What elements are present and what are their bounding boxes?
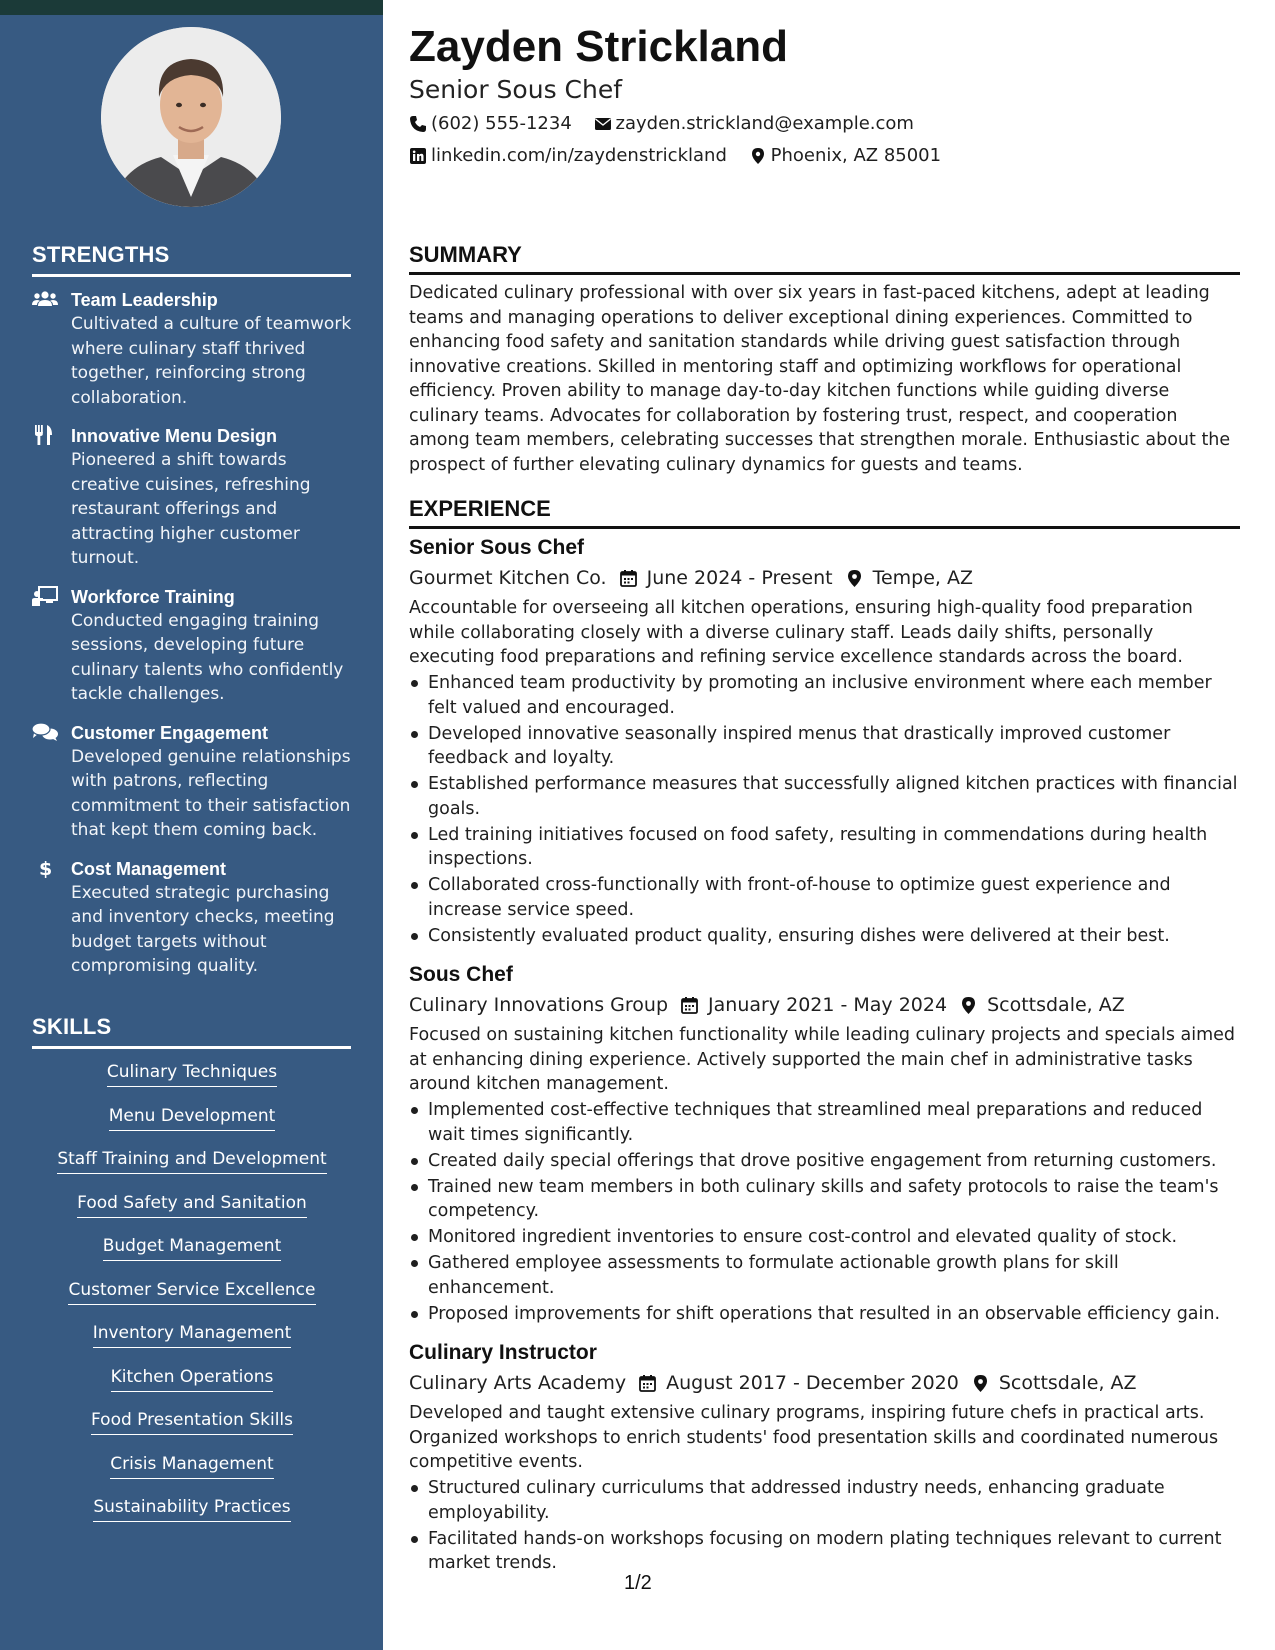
strength-item xyxy=(32,585,352,707)
job-company: Gourmet Kitchen Co. xyxy=(409,567,607,589)
users-icon xyxy=(32,289,58,309)
job-entry xyxy=(409,533,1240,948)
strength-title: Customer Engagement xyxy=(71,722,269,743)
candidate-role: Senior Sous Chef xyxy=(409,75,623,104)
sidebar-top-bar xyxy=(0,0,383,15)
svg-text:$: $ xyxy=(39,857,53,878)
job-dates: January 2021 - May 2024 xyxy=(708,994,948,1016)
job-bullet: Proposed improvements for shift operations that resulted in an observable efficiency gain. xyxy=(409,1302,1240,1327)
job-meta xyxy=(409,1368,1240,1398)
strength-desc: Developed genuine relationships with patrons, reflecting commitment to their satisfaction that kept them coming back. xyxy=(71,746,351,840)
calendar-icon xyxy=(619,569,638,588)
experience-list xyxy=(409,533,1240,1588)
job-bullet: Developed innovative seasonally inspired menus that drastically improved customer feedback and loyalty. xyxy=(409,722,1240,771)
email-text: zayden.strickland@example.com xyxy=(615,113,914,134)
linkedin-contact[interactable] xyxy=(409,145,727,166)
job-bullet: Structured culinary curriculums that addressed industry needs, enhancing graduate employability. xyxy=(409,1476,1240,1525)
summary-heading: SUMMARY xyxy=(409,242,1240,275)
skill-item: Staff Training and Development xyxy=(57,1147,326,1174)
skill-item: Food Presentation Skills xyxy=(91,1408,293,1435)
job-bullets xyxy=(409,1098,1240,1326)
strength-desc: Executed strategic purchasing and inventory checks, meeting budget targets without compromising quality. xyxy=(71,882,335,976)
job-company: Culinary Innovations Group xyxy=(409,994,669,1016)
strength-item xyxy=(32,288,352,410)
job-dates: June 2024 - Present xyxy=(646,567,833,589)
location-contact xyxy=(749,145,941,166)
job-bullet: Established performance measures that successfully aligned kitchen practices with financial goals. xyxy=(409,772,1240,821)
calendar-icon xyxy=(638,1374,657,1393)
email-contact[interactable] xyxy=(594,113,914,134)
map-pin-icon xyxy=(845,569,864,588)
strength-desc: Pioneered a shift towards creative cuisines, refreshing restaurant offerings and attracting higher customer turnout. xyxy=(71,450,311,568)
skills-list xyxy=(32,1060,352,1539)
skill-item: Inventory Management xyxy=(93,1321,292,1348)
job-bullet: Enhanced team productivity by promoting an inclusive environment where each member felt valued and encouraged. xyxy=(409,671,1240,720)
job-bullet: Implemented cost-effective techniques that streamlined meal preparations and reduced wait times significantly. xyxy=(409,1098,1240,1147)
contact-row xyxy=(409,113,930,138)
job-bullets xyxy=(409,671,1240,948)
phone-text: (602) 555-1234 xyxy=(431,113,572,134)
contact-row xyxy=(409,145,957,170)
calendar-icon xyxy=(680,996,699,1015)
location-text: Phoenix, AZ 85001 xyxy=(770,145,942,166)
skill-item: Budget Management xyxy=(103,1234,282,1261)
job-entry xyxy=(409,960,1240,1326)
job-bullet: Monitored ingredient inventories to ensure cost-control and elevated quality of stock. xyxy=(409,1225,1240,1250)
job-bullets xyxy=(409,1476,1240,1576)
skills-heading: SKILLS xyxy=(32,1014,351,1049)
skill-item: Food Safety and Sanitation xyxy=(77,1191,307,1218)
map-pin-icon xyxy=(959,996,978,1015)
phone-contact[interactable] xyxy=(409,113,572,134)
job-bullet: Facilitated hands-on workshops focusing on modern plating techniques relevant to current market trends. xyxy=(409,1527,1240,1576)
strength-item xyxy=(32,721,352,843)
page-number: 1/2 xyxy=(624,1572,652,1594)
strength-title: Workforce Training xyxy=(71,586,235,607)
portrait-photo-icon xyxy=(101,27,281,207)
linkedin-icon xyxy=(409,147,427,165)
job-meta xyxy=(409,563,1240,593)
summary-text: Dedicated culinary professional with over six years in fast-paced kitchens, adept at leading teams and managing operations to deliver exceptional dining experiences. Committed to enhancing food safety and sanitation standards while driving guest satisfaction through innovative creations. Skilled in mentoring staff and optimizing workflows for operational efficiency. Proven ability to manage day-to-day kitchen functions while guiding diverse culinary teams. Advocates for collaboration by fostering trust, respect, and cooperation among team members, celebrating successes that strengthen morale. Enthusiastic about the prospect of further elevating culinary dynamics for guests and teams. xyxy=(409,283,1231,475)
job-dates: August 2017 - December 2020 xyxy=(666,1372,959,1394)
job-bullet: Led training initiatives focused on food safety, resulting in commendations during health inspections. xyxy=(409,823,1240,872)
job-meta xyxy=(409,990,1240,1020)
linkedin-text: linkedin.com/in/zaydenstrickland xyxy=(431,145,727,166)
skill-item: Customer Service Excellence xyxy=(68,1278,315,1305)
job-bullet: Collaborated cross-functionally with front-of-house to optimize guest experience and increase service speed. xyxy=(409,873,1240,922)
chalkboard-teacher-icon xyxy=(32,586,58,606)
job-entry xyxy=(409,1338,1240,1576)
job-bullet: Created daily special offerings that drove positive engagement from returning customers. xyxy=(409,1149,1240,1174)
job-bullet: Consistently evaluated product quality, ensuring dishes were delivered at their best. xyxy=(409,924,1240,949)
skill-item: Menu Development xyxy=(109,1104,276,1131)
candidate-name: Zayden Strickland xyxy=(409,22,789,71)
job-location: Scottsdale, AZ xyxy=(998,1372,1137,1394)
strengths-list xyxy=(32,288,352,993)
comments-icon xyxy=(32,722,58,742)
strength-title: Cost Management xyxy=(71,858,227,879)
skill-item: Kitchen Operations xyxy=(111,1365,274,1392)
job-title: Sous Chef xyxy=(409,963,513,986)
profile-photo xyxy=(101,27,281,207)
job-description: Accountable for overseeing all kitchen operations, ensuring high-quality food preparation while collaborating closely with a diverse culinary staff. Leads daily shifts, personally executing food preparations and refining service excellence standards across the board. xyxy=(409,598,1193,667)
strength-item xyxy=(32,424,352,571)
strength-desc: Conducted engaging training sessions, developing future culinary talents who confidently tackle challenges. xyxy=(71,610,344,704)
job-bullet: Gathered employee assessments to formulate actionable growth plans for skill enhancement. xyxy=(409,1251,1240,1300)
skill-item: Crisis Management xyxy=(110,1452,273,1479)
job-title: Senior Sous Chef xyxy=(409,536,585,559)
job-description: Developed and taught extensive culinary programs, inspiring future chefs in practical arts. Organized workshops to enrich students' food presentation skills and coordinated numerous competitive events. xyxy=(409,1403,1219,1472)
envelope-icon xyxy=(594,115,612,133)
job-bullet: Trained new team members in both culinary skills and safety protocols to raise the team's competency. xyxy=(409,1175,1240,1224)
strength-desc: Cultivated a culture of teamwork where culinary staff thrived together, reinforcing strong collaboration. xyxy=(71,314,352,408)
job-location: Scottsdale, AZ xyxy=(987,994,1125,1016)
skill-item: Culinary Techniques xyxy=(107,1060,277,1087)
job-title: Culinary Instructor xyxy=(409,1341,597,1364)
strength-title: Team Leadership xyxy=(71,290,218,310)
dollar-icon xyxy=(32,858,58,878)
job-location: Tempe, AZ xyxy=(872,567,974,589)
job-description: Focused on sustaining kitchen functionality while leading culinary projects and specials aimed at enhancing dining experience. Actively supported the main chef in administrative tasks around kitchen management. xyxy=(409,1025,1236,1094)
strength-title: Innovative Menu Design xyxy=(71,426,278,446)
job-company: Culinary Arts Academy xyxy=(409,1372,627,1394)
strength-item xyxy=(32,857,352,979)
map-pin-icon xyxy=(749,147,767,165)
phone-icon xyxy=(409,115,427,133)
skill-item: Sustainability Practices xyxy=(93,1495,290,1522)
map-pin-icon xyxy=(971,1374,990,1393)
experience-heading: EXPERIENCE xyxy=(409,496,1240,529)
utensils-icon xyxy=(32,425,58,445)
sidebar xyxy=(0,0,383,1650)
strengths-heading: STRENGTHS xyxy=(32,242,351,277)
